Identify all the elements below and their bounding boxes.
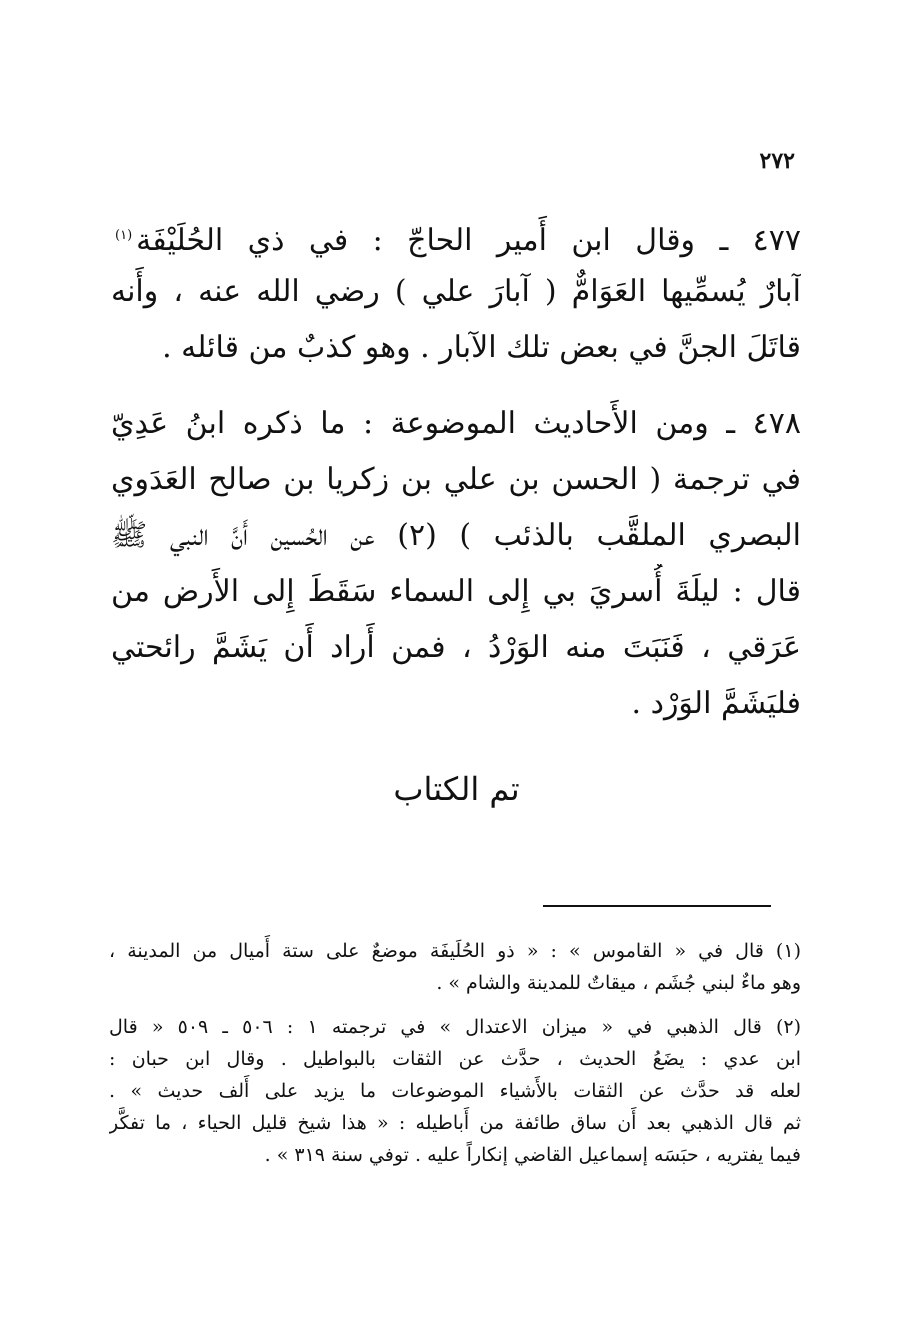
footnote-2-line-4: ثم قال الذهبي بعد أَن ساق طائفة من أَباطيله : « هذا شيخ قليل الحياء ، ما تفكَّر	[109, 1112, 801, 1134]
footnote-2-line-1: (٢) قال الذهبي في « ميزان الاعتدال » في ترجمته ١ : ٥٠٦ ـ ٥٠٩ « قال	[109, 1016, 801, 1038]
end-of-book-title: تم الكتاب	[393, 770, 520, 808]
footnote-divider	[543, 905, 771, 907]
entry-477-line-3: قاتَلَ الجنَّ في بعض تلك الآبار . وهو كذبٌ من قائله .	[162, 330, 801, 365]
page-number: ٢٧٢	[759, 148, 795, 174]
entry-478-line-4: قال : ليلَةَ أُسريَ بي إِلى السماء سَقَطَ إِلى الأَرض من	[111, 574, 801, 609]
footnotes	[109, 935, 801, 1183]
footnote-1-line-2: وهو ماءٌ لبني جُشَم ، ميقاتٌ للمدينة والشام » .	[436, 972, 801, 994]
entry-477	[111, 208, 801, 376]
entry-478	[111, 396, 801, 732]
footnote-1	[109, 935, 801, 999]
entry-478-line-6: فليَشَمَّ الوَرْد .	[631, 686, 801, 721]
footnote-ref-1[interactable]: (١)	[115, 228, 133, 243]
footnote-2-line-2: ابن عدي : يضَعُ الحديث ، حدَّث عن الثقات بالبواطيل . وقال ابن حبان :	[109, 1048, 801, 1070]
main-text	[111, 208, 801, 752]
entry-478-line-5: عَرَقي ، فَنَبَتَ منه الوَرْدُ ، فمن أَراد أَن يَشَمَّ رائحتي	[111, 630, 801, 665]
footnote-2	[109, 1011, 801, 1171]
entry-477-line-2: آبارٌ يُسمِّيها العَوَامٌّ ( آبارَ علي ) رضي الله عنه ، وأَنه	[111, 274, 801, 309]
entry-478-line-3: البصري الملقَّب بالذئب ) (٢) عن الحُسين أَنَّ النبي ﷺ	[111, 518, 801, 553]
footnote-2-line-3: لعله قد حدَّث عن الثقات بالأَشياء الموضوعات ما يزيد على أَلف حديث » .	[109, 1080, 801, 1102]
entry-478-line-2: في ترجمة ( الحسن بن علي بن زكريا بن صالح العَدَوي	[111, 462, 801, 497]
entry-477-line-1: ٤٧٧ ـ وقال ابن أَمير الحاجّ : في ذي الحُلَيْفَة$^{(١)}$	[115, 223, 801, 258]
footnote-1-line-1: (١) قال في « القاموس » : « ذو الحُلَيفَة موضعٌ على ستة أَميال من المدينة ،	[109, 940, 801, 962]
entry-478-line-1: ٤٧٨ ـ ومن الأَحاديث الموضوعة : ما ذكره ابنُ عَدِيّ	[111, 406, 801, 441]
footnote-2-line-5: فيما يفتريه ، حبَسَه إسماعيل القاضي إنكاراً عليه . توفي سنة ٣١٩ » .	[264, 1144, 801, 1166]
